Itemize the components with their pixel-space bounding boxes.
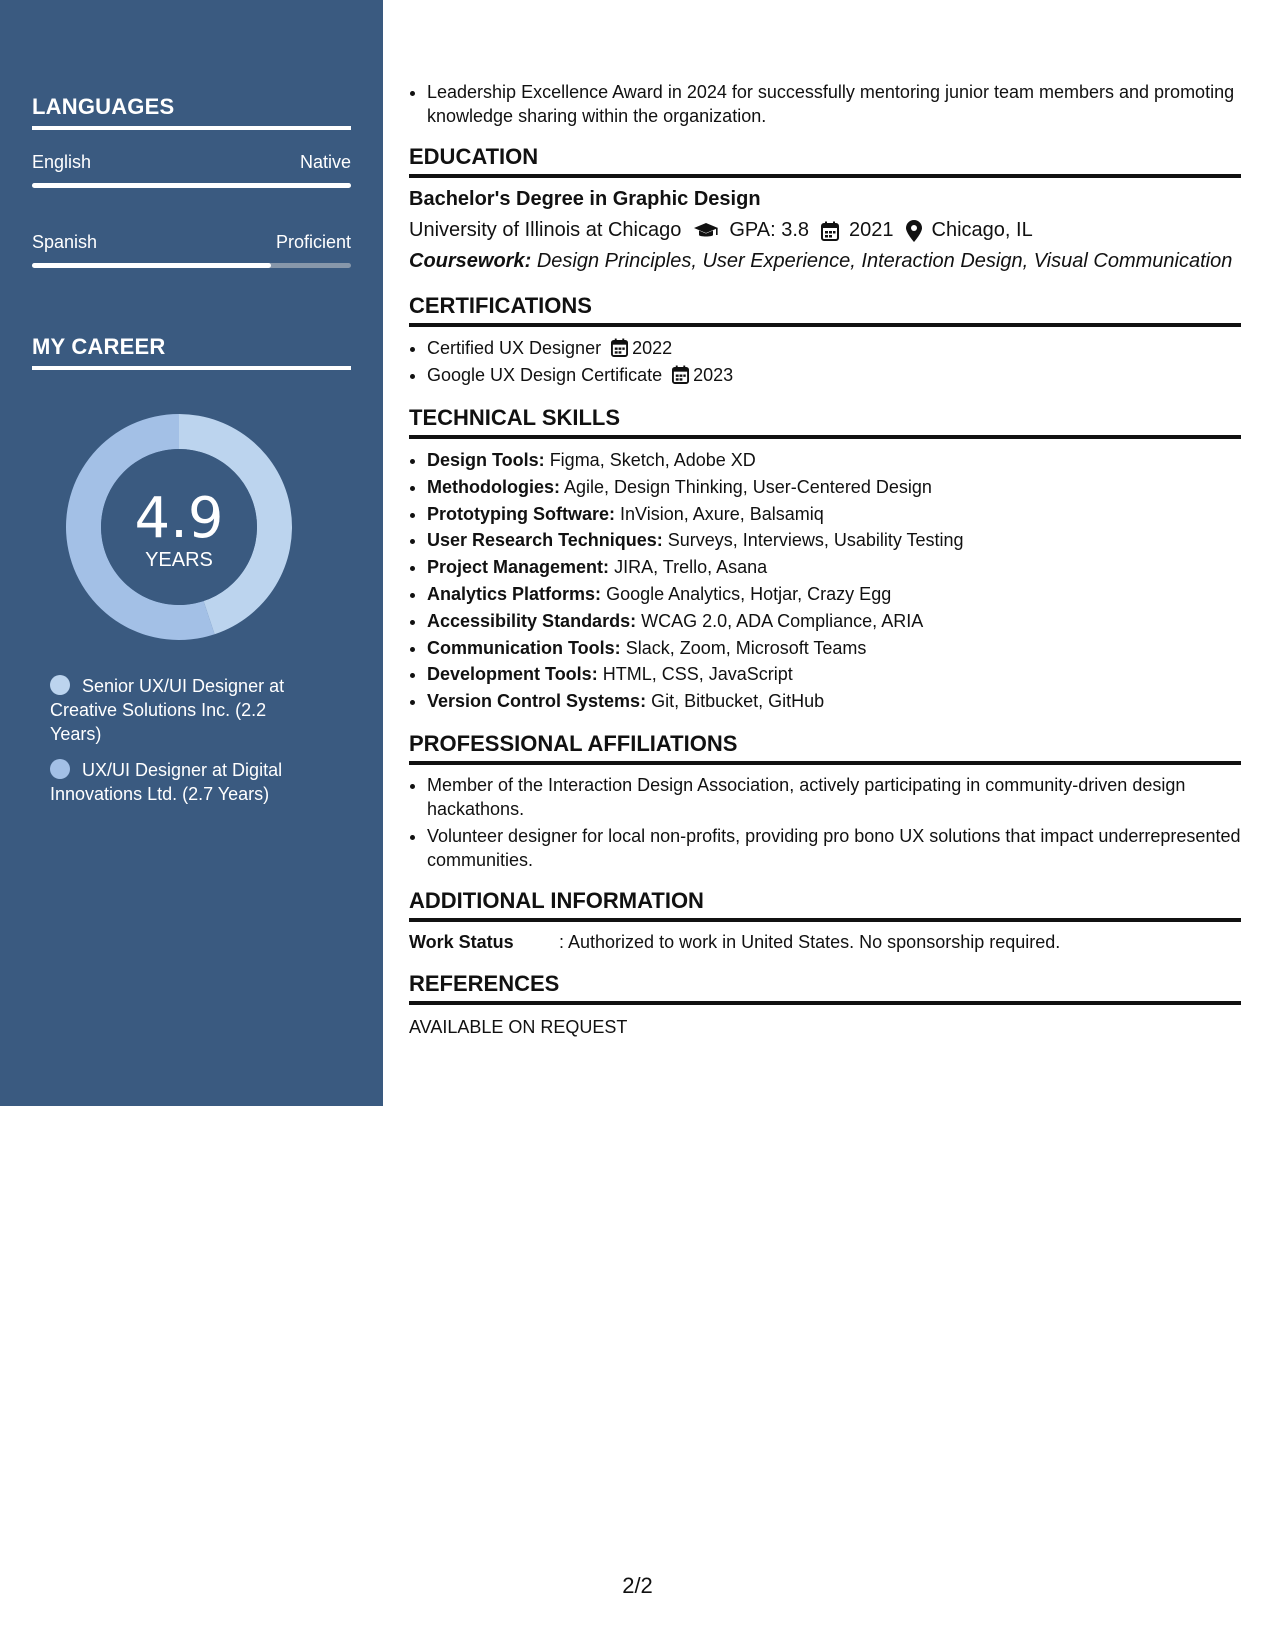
language-proficiency-fill (32, 263, 271, 268)
certification-year: 2023 (693, 365, 734, 385)
language-item (32, 152, 351, 188)
skill-value: Agile, Design Thinking, User-Centered Design (564, 476, 932, 497)
career-total-unit: YEARS (145, 549, 213, 571)
career-role-label: Senior UX/UI Designer at Creative Solutions Inc. (2.2 Years) (50, 676, 285, 744)
certification-name: Certified UX Designer (427, 338, 602, 358)
career-donut-chart (66, 414, 292, 640)
skill-item (427, 608, 1241, 635)
references-heading: REFERENCES (409, 971, 1241, 1005)
certification-name: Google UX Design Certificate (427, 365, 663, 385)
language-proficiency-bar (32, 183, 351, 188)
skill-label: Analytics Platforms: (427, 583, 602, 604)
work-status-row (409, 932, 1241, 953)
references-section (409, 971, 1241, 1038)
skill-item (427, 554, 1241, 581)
list-item: • Leadership Excellence Award in 2024 for successfully mentoring junior team members and promoting knowledge sharing within the organization. (427, 80, 1241, 128)
skill-label: User Research Techniques: (427, 530, 663, 551)
career-total-years: 4.9 (134, 486, 224, 551)
main-content (409, 0, 1241, 1038)
career-role-label: UX/UI Designer at Digital Innovations Ltd. (2.7 Years) (50, 760, 283, 804)
skill-label: Design Tools: (427, 450, 545, 470)
additional-info-section (409, 888, 1241, 953)
certifications-section (409, 293, 1241, 389)
career-heading: MY CAREER (32, 334, 351, 370)
career-section (32, 334, 351, 370)
career-legend-item (50, 758, 310, 806)
education-section (409, 144, 1241, 273)
skill-item (427, 447, 1241, 474)
references-value: AVAILABLE ON REQUEST (409, 1016, 628, 1037)
certifications-list (409, 335, 1241, 389)
education-degree: Bachelor's Degree in Graphic Design (409, 188, 761, 210)
skills-heading: TECHNICAL SKILLS (409, 405, 1241, 439)
graduation-cap-icon (693, 222, 719, 240)
languages-section (32, 94, 351, 268)
skills-list (409, 447, 1241, 715)
skill-value: Figma, Sketch, Adobe XD (549, 450, 756, 470)
skill-value: WCAG 2.0, ADA Compliance, ARIA (641, 610, 924, 631)
career-legend-item (50, 674, 310, 746)
skill-label: Project Management: (427, 557, 610, 578)
calendar-icon (611, 338, 628, 357)
affiliations-list (409, 773, 1241, 872)
list-item (427, 362, 1241, 389)
education-year: 2021 (849, 219, 894, 241)
location-pin-icon (906, 220, 922, 242)
skill-label: Communication Tools: (427, 637, 621, 658)
certification-year: 2022 (632, 338, 673, 358)
education-gpa: GPA: 3.8 (729, 219, 810, 241)
skill-value: HTML, CSS, JavaScript (602, 664, 793, 685)
languages-heading: LANGUAGES (32, 94, 351, 130)
list-item (427, 335, 1241, 362)
language-level: Native (299, 152, 351, 172)
skill-label: Prototyping Software: (427, 503, 615, 524)
work-status-value: : Authorized to work in United States. No sponsorship required. (559, 931, 1061, 952)
education-heading: EDUCATION (409, 144, 1241, 178)
career-legend (50, 674, 310, 818)
skill-label: Methodologies: (427, 476, 560, 497)
skill-item (427, 527, 1241, 554)
certifications-heading: CERTIFICATIONS (409, 293, 1241, 327)
skill-item (427, 688, 1241, 715)
education-school: University of Illinois at Chicago (409, 219, 682, 241)
page-number: 2/2 (622, 1573, 653, 1598)
sidebar (0, 0, 383, 1106)
skill-item (427, 635, 1241, 662)
language-proficiency-fill (32, 183, 351, 188)
language-proficiency-bar (32, 263, 351, 268)
skill-value: Google Analytics, Hotjar, Crazy Egg (606, 583, 892, 604)
skill-item (427, 474, 1241, 501)
affiliations-section (409, 731, 1241, 872)
affiliations-heading: PROFESSIONAL AFFILIATIONS (409, 731, 1241, 765)
calendar-icon (821, 221, 839, 241)
skill-item (427, 581, 1241, 608)
skill-label: Accessibility Standards: (427, 610, 637, 631)
language-name: Spanish (32, 232, 98, 252)
skill-item (427, 501, 1241, 528)
skill-label: Development Tools: (427, 664, 598, 685)
calendar-icon (672, 365, 689, 384)
work-status-label: Work Status (409, 931, 514, 952)
coursework-label: Coursework: (409, 250, 532, 272)
skill-label: Version Control Systems: (427, 691, 647, 712)
skill-item (427, 661, 1241, 688)
skill-value: Slack, Zoom, Microsoft Teams (625, 637, 867, 658)
language-name: English (32, 152, 92, 172)
coursework-value: Design Principles, User Experience, Interaction Design, Visual Communication (536, 250, 1233, 272)
skill-value: Surveys, Interviews, Usability Testing (667, 530, 964, 551)
skill-value: InVision, Axure, Balsamiq (620, 503, 824, 524)
awards-list (409, 80, 1241, 128)
education-coursework (409, 250, 1241, 273)
legend-dot-icon (50, 759, 70, 779)
education-details (409, 219, 1241, 242)
list-item: • Volunteer designer for local non-profits, providing pro bono UX solutions that impact underrepresented communities. (427, 824, 1241, 872)
skill-value: JIRA, Trello, Asana (614, 557, 768, 578)
skills-section (409, 405, 1241, 715)
language-item (32, 232, 351, 268)
language-level: Proficient (275, 232, 351, 252)
additional-info-heading: ADDITIONAL INFORMATION (409, 888, 1241, 922)
education-location: Chicago, IL (931, 219, 1033, 241)
list-item: • Member of the Interaction Design Association, actively participating in community-driven design hackathons. (427, 773, 1241, 821)
skill-value: Git, Bitbucket, GitHub (651, 691, 825, 712)
legend-dot-icon (50, 675, 70, 695)
